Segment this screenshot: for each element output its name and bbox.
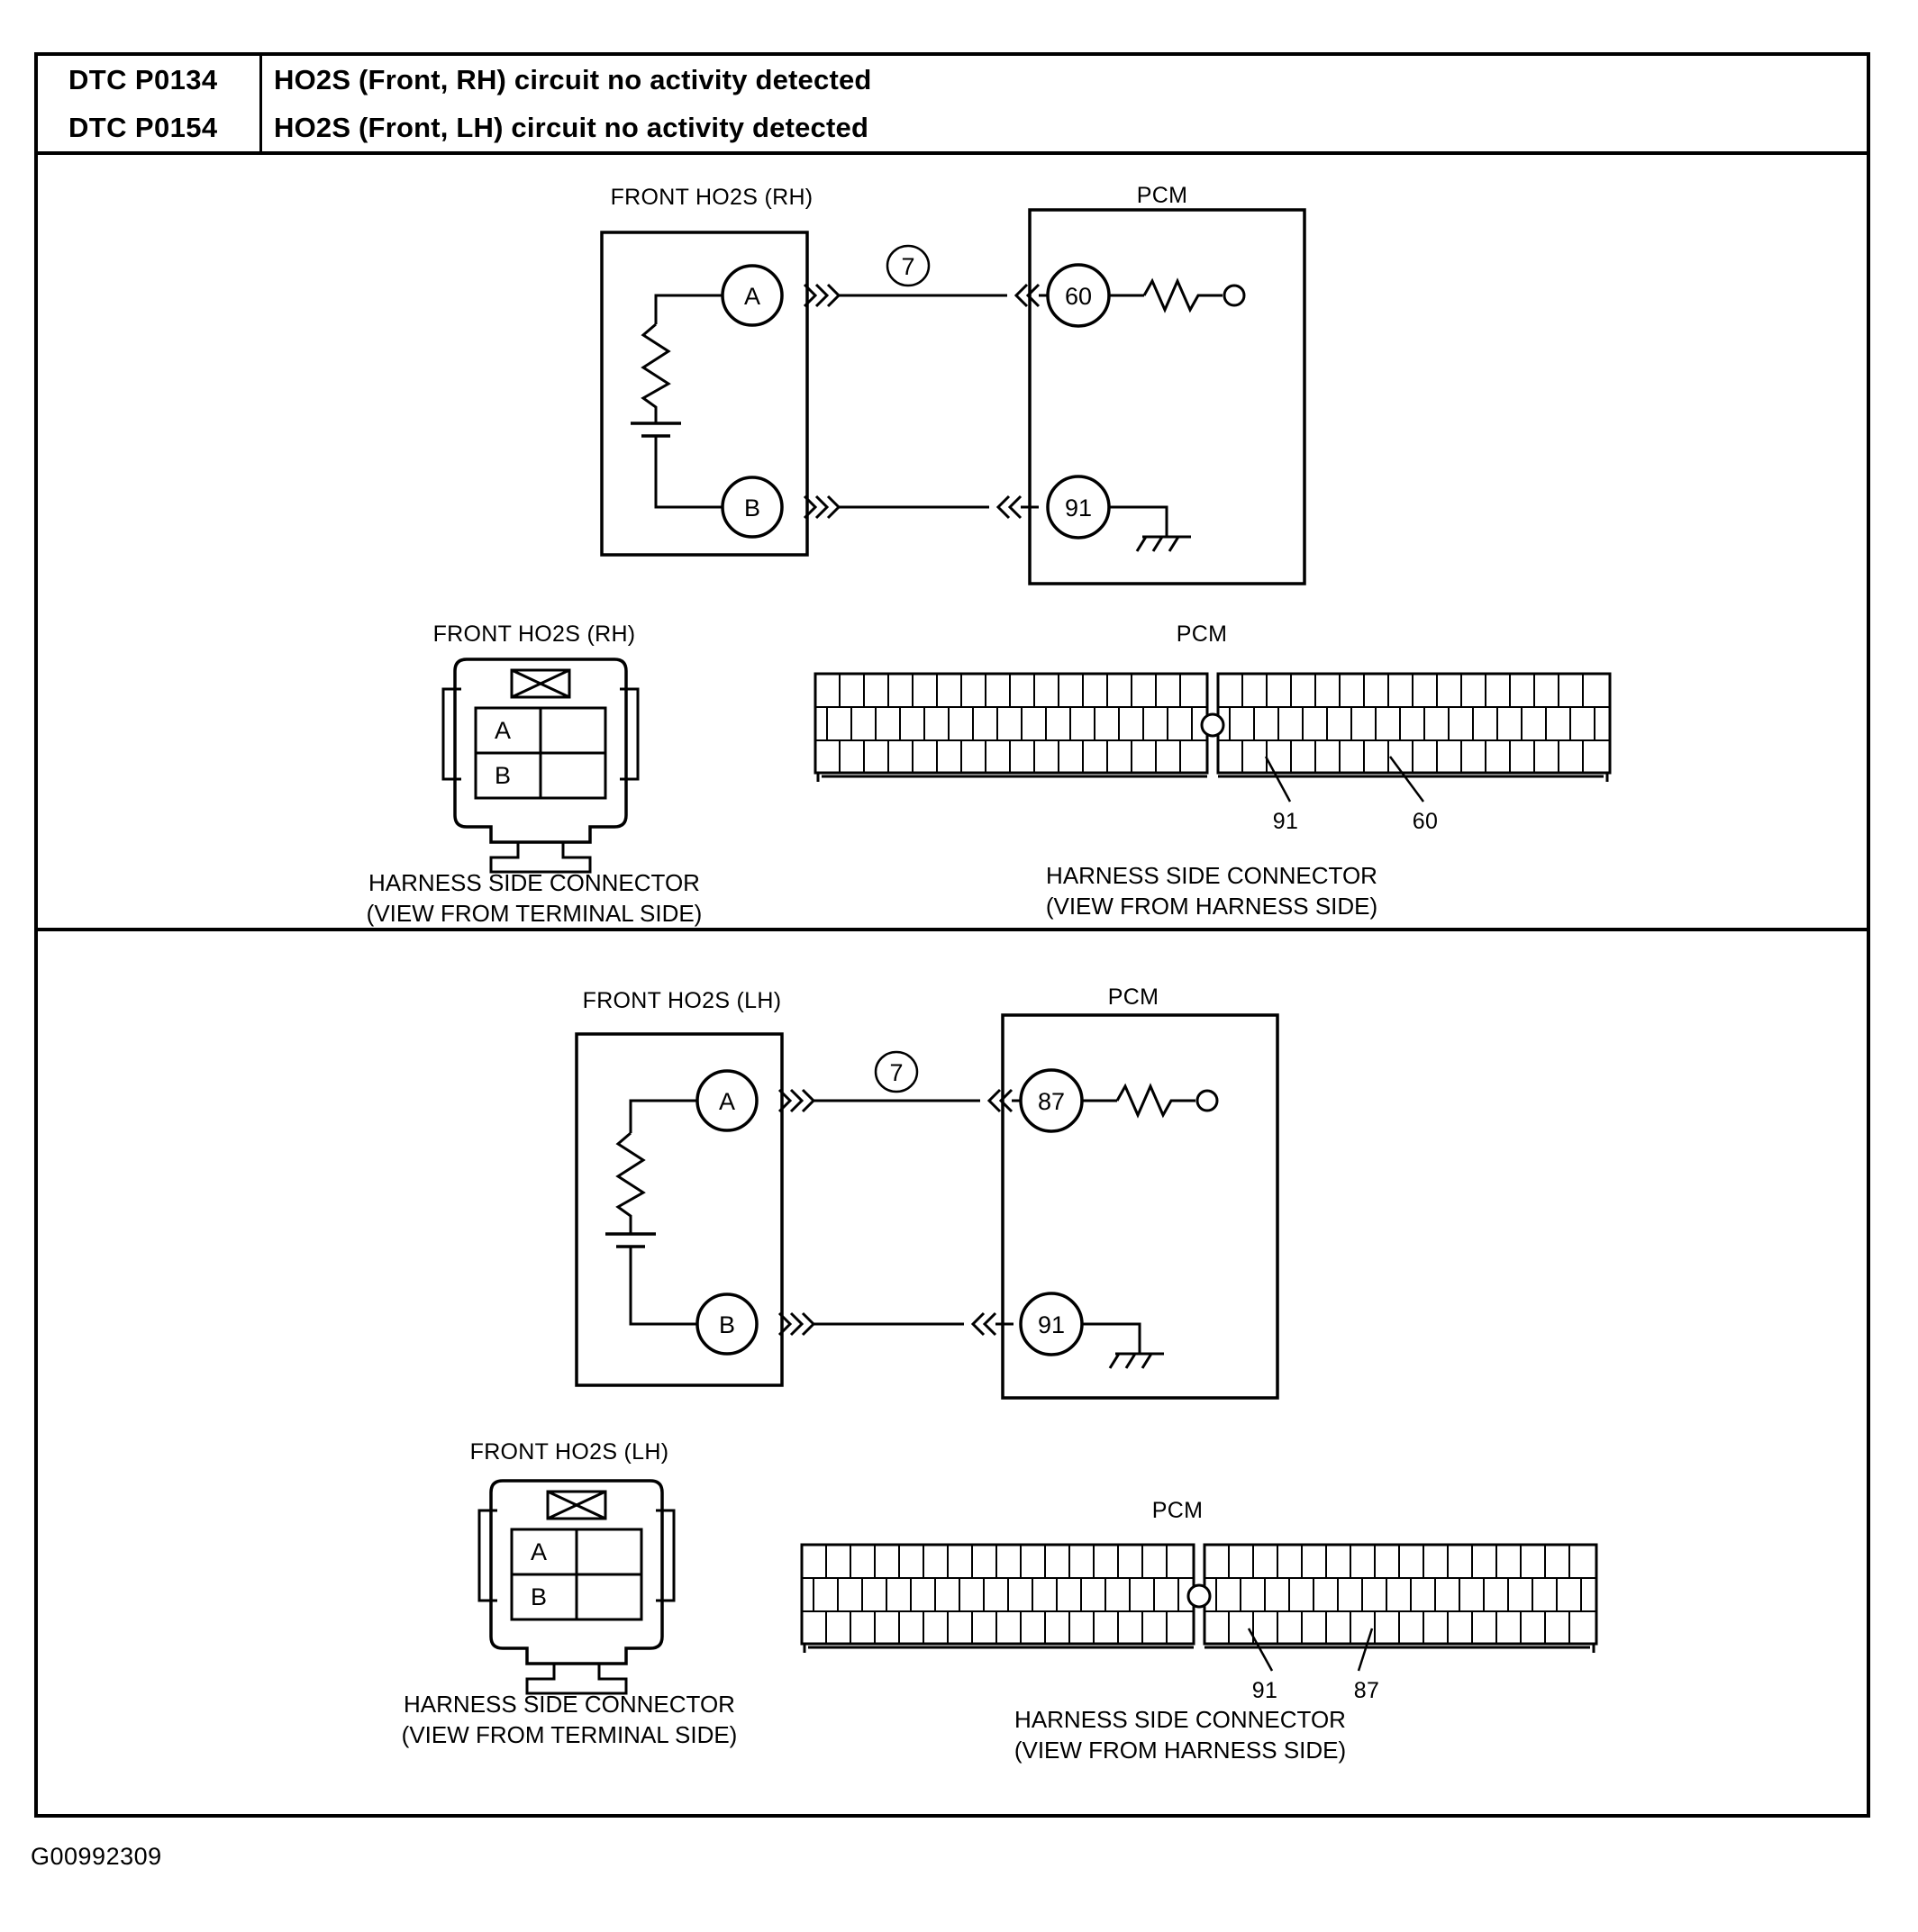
- lh-pcm-caption-line2: (VIEW FROM HARNESS SIDE): [1014, 1737, 1347, 1764]
- dtc-description: HO2S (Front, LH) circuit no activity detected: [274, 111, 869, 143]
- rh-pcm-caption-line2: (VIEW FROM HARNESS SIDE): [1045, 893, 1378, 920]
- lh-pcm-connector-right-outline: [1204, 1545, 1596, 1644]
- lh-pcm-pins-left: [802, 1545, 1194, 1644]
- rh-sensor-pin-a-label: A: [743, 283, 761, 310]
- lh-terminal-label-b: B: [530, 1583, 548, 1610]
- lh-schematic-sensor-label: FRONT HO2S (LH): [582, 988, 782, 1013]
- lh-connector-caption-line2: (VIEW FROM TERMINAL SIDE): [401, 1721, 738, 1748]
- rh-connector-caption-line1: HARNESS SIDE CONNECTOR: [368, 869, 700, 896]
- dtc-code: DTC P0134: [68, 63, 218, 95]
- rh-pcm-pin-60-label: 60: [1064, 283, 1093, 310]
- rh-schematic-pcm-label: PCM: [1136, 183, 1188, 208]
- rh-schematic-sensor-label: FRONT HO2S (RH): [610, 185, 814, 210]
- lh-pcm-callout-leader-87: [1359, 1628, 1372, 1671]
- dtc-code: DTC P0154: [68, 111, 218, 143]
- rh-terminal-label-b: B: [494, 762, 512, 789]
- rh-connector-view-title: FRONT HO2S (RH): [432, 621, 636, 647]
- lh-pcm-pin-91-label: 91: [1037, 1311, 1066, 1338]
- rh-pcm-pin-91-label: 91: [1064, 494, 1093, 522]
- lh-pcm-connector-left-outline: [802, 1545, 1194, 1644]
- lh-pcm-caption: [1014, 1704, 1346, 1765]
- rh-pcm-callout-60: 60: [1412, 809, 1439, 834]
- rh-pcm-view-title: PCM: [1176, 621, 1228, 647]
- dtc-description: HO2S (Front, RH) circuit no activity detected: [274, 63, 872, 95]
- lh-schematic-pcm-label: PCM: [1107, 984, 1159, 1010]
- lh-connector-caption-line1: HARNESS SIDE CONNECTOR: [404, 1691, 735, 1718]
- lh-pcm-view-title: PCM: [1151, 1498, 1204, 1523]
- rh-terminal-label-a: A: [494, 717, 512, 744]
- rh-sensor-pin-b-label: B: [743, 494, 761, 522]
- lh-pcm-callout-87: 87: [1353, 1678, 1380, 1703]
- rh-wire-ref-label: 7: [901, 253, 915, 280]
- lh-sensor-pin-b-label: B: [718, 1311, 736, 1338]
- rh-pcm-caption-line1: HARNESS SIDE CONNECTOR: [1046, 862, 1377, 889]
- figure-id-code: G00992309: [31, 1843, 162, 1870]
- lh-pcm-caption-line1: HARNESS SIDE CONNECTOR: [1014, 1706, 1346, 1733]
- lh-pcm-center-hole: [1188, 1585, 1210, 1607]
- lh-pcm-callout-leader-91: [1249, 1628, 1272, 1671]
- lh-pcm-callout-91: 91: [1251, 1678, 1278, 1703]
- lh-sensor-pin-a-label: A: [718, 1088, 736, 1115]
- lh-terminal-label-a: A: [530, 1538, 548, 1565]
- lh-connector-view-title: FRONT HO2S (LH): [469, 1439, 669, 1465]
- rh-pcm-callout-91: 91: [1272, 809, 1299, 834]
- lh-wire-ref-label: 7: [889, 1059, 904, 1086]
- rh-connector-caption-line2: (VIEW FROM TERMINAL SIDE): [366, 900, 703, 927]
- lh-pcm-pins-right: [1204, 1545, 1596, 1644]
- lh-pcm-pin-87-label: 87: [1037, 1088, 1066, 1115]
